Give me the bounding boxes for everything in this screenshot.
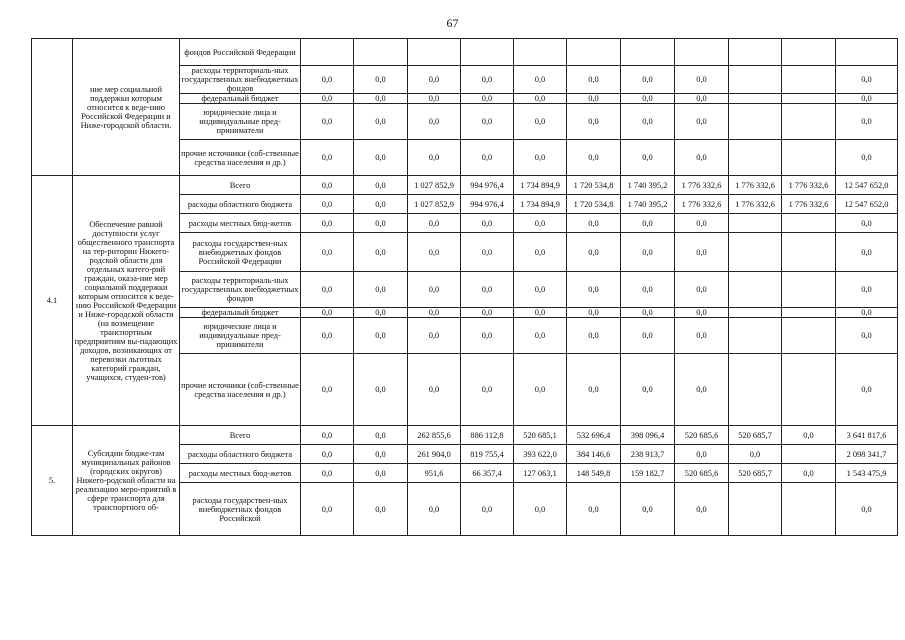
value-cell <box>675 39 729 66</box>
value-cell <box>729 214 782 233</box>
value-cell <box>782 308 836 318</box>
value-cell: 0,0 <box>354 318 408 354</box>
value-cell: 3 641 817,6 <box>836 426 898 445</box>
value-cell: 0,0 <box>354 195 408 214</box>
funding-source-cell: расходы государствен-ных внебюджетных фондов Российской <box>180 483 301 536</box>
value-cell: 0,0 <box>567 354 621 426</box>
value-cell: 0,0 <box>514 483 567 536</box>
value-cell: 0,0 <box>301 354 354 426</box>
value-cell: 0,0 <box>408 318 461 354</box>
value-cell: 0,0 <box>354 233 408 272</box>
value-cell: 1 776 332,6 <box>782 176 836 195</box>
value-cell: 0,0 <box>301 195 354 214</box>
funding-source-cell: федеральный бюджет <box>180 308 301 318</box>
value-cell: 127 063,1 <box>514 464 567 483</box>
value-cell: 0,0 <box>782 426 836 445</box>
value-cell: 0,0 <box>567 214 621 233</box>
value-cell: 0,0 <box>461 104 514 140</box>
value-cell: 532 696,4 <box>567 426 621 445</box>
value-cell <box>354 39 408 66</box>
value-cell <box>567 39 621 66</box>
value-cell: 0,0 <box>408 94 461 104</box>
value-cell <box>621 39 675 66</box>
value-cell: 0,0 <box>461 318 514 354</box>
value-cell <box>729 66 782 94</box>
value-cell: 0,0 <box>514 104 567 140</box>
value-cell: 0,0 <box>836 214 898 233</box>
value-cell: 0,0 <box>514 214 567 233</box>
value-cell: 0,0 <box>621 308 675 318</box>
value-cell: 520 685,7 <box>729 426 782 445</box>
value-cell <box>729 94 782 104</box>
value-cell: 0,0 <box>301 483 354 536</box>
value-cell: 0,0 <box>621 94 675 104</box>
value-cell: 0,0 <box>301 445 354 464</box>
value-cell: 0,0 <box>675 445 729 464</box>
value-cell: 0,0 <box>675 233 729 272</box>
value-cell: 12 547 652,0 <box>836 195 898 214</box>
value-cell: 0,0 <box>621 483 675 536</box>
value-cell: 0,0 <box>354 140 408 176</box>
value-cell: 0,0 <box>301 272 354 308</box>
value-cell: 994 976,4 <box>461 195 514 214</box>
funding-source-cell: расходы местных бюд-жетов <box>180 464 301 483</box>
funding-source-cell: расходы местных бюд-жетов <box>180 214 301 233</box>
value-cell: 0,0 <box>514 318 567 354</box>
budget-table <box>31 38 898 536</box>
value-cell: 0,0 <box>567 233 621 272</box>
value-cell: 0,0 <box>461 66 514 94</box>
funding-source-cell: расходы территориаль-ных государственных внебюджетных фондов <box>180 272 301 308</box>
value-cell: 520 685,1 <box>514 426 567 445</box>
value-cell: 0,0 <box>621 104 675 140</box>
funding-source-cell: Всего <box>180 426 301 445</box>
value-cell <box>729 233 782 272</box>
value-cell: 0,0 <box>301 308 354 318</box>
item-number-cell: 5. <box>32 426 73 536</box>
value-cell: 0,0 <box>461 140 514 176</box>
value-cell <box>782 354 836 426</box>
value-cell <box>461 39 514 66</box>
value-cell: 0,0 <box>836 272 898 308</box>
value-cell: 0,0 <box>408 233 461 272</box>
value-cell: 148 549,8 <box>567 464 621 483</box>
value-cell: 0,0 <box>836 94 898 104</box>
funding-source-cell: расходы областного бюджета <box>180 445 301 464</box>
value-cell: 0,0 <box>567 104 621 140</box>
value-cell: 0,0 <box>567 318 621 354</box>
value-cell: 261 904,0 <box>408 445 461 464</box>
value-cell: 0,0 <box>675 318 729 354</box>
value-cell: 1 734 894,9 <box>514 176 567 195</box>
value-cell: 66 357,4 <box>461 464 514 483</box>
value-cell: 12 547 652,0 <box>836 176 898 195</box>
funding-source-cell: прочие источники (соб-ственные средства населения и др.) <box>180 140 301 176</box>
value-cell: 1 027 852,9 <box>408 176 461 195</box>
item-description-cell: Субсидии бюдже-там муниципальных районов (городских округов) Нижего-родской области на реализацию меро-приятий в сфере транспорта для транспортного об- <box>73 426 180 536</box>
value-cell: 393 622,0 <box>514 445 567 464</box>
value-cell: 1 740 395,2 <box>621 195 675 214</box>
value-cell: 0,0 <box>354 354 408 426</box>
value-cell: 0,0 <box>514 354 567 426</box>
value-cell <box>729 39 782 66</box>
value-cell <box>729 272 782 308</box>
item-number-cell <box>32 39 73 176</box>
value-cell: 0,0 <box>621 272 675 308</box>
value-cell: 0,0 <box>354 426 408 445</box>
value-cell: 0,0 <box>461 308 514 318</box>
value-cell: 1 776 332,6 <box>729 195 782 214</box>
value-cell <box>729 308 782 318</box>
value-cell <box>782 483 836 536</box>
value-cell <box>782 214 836 233</box>
funding-source-cell: федеральный бюджет <box>180 94 301 104</box>
value-cell: 384 146,6 <box>567 445 621 464</box>
value-cell: 0,0 <box>301 104 354 140</box>
value-cell: 0,0 <box>514 140 567 176</box>
value-cell: 0,0 <box>301 66 354 94</box>
value-cell: 0,0 <box>354 94 408 104</box>
value-cell: 0,0 <box>514 308 567 318</box>
funding-source-cell: прочие источники (соб-ственные средства населения и др.) <box>180 354 301 426</box>
page-number: 67 <box>446 16 459 30</box>
table-row <box>32 176 898 195</box>
value-cell: 0,0 <box>354 483 408 536</box>
table-body <box>32 39 898 536</box>
value-cell <box>782 272 836 308</box>
value-cell: 0,0 <box>408 354 461 426</box>
value-cell: 0,0 <box>354 66 408 94</box>
value-cell: 0,0 <box>621 318 675 354</box>
value-cell: 0,0 <box>354 464 408 483</box>
value-cell: 0,0 <box>461 94 514 104</box>
funding-source-cell: расходы государствен-ных внебюджетных фондов Российской Федерации <box>180 233 301 272</box>
value-cell: 0,0 <box>514 66 567 94</box>
value-cell <box>782 66 836 94</box>
value-cell: 520 685,6 <box>675 426 729 445</box>
value-cell: 0,0 <box>836 140 898 176</box>
value-cell: 0,0 <box>567 66 621 94</box>
value-cell: 0,0 <box>301 233 354 272</box>
value-cell <box>782 104 836 140</box>
value-cell: 0,0 <box>408 66 461 94</box>
value-cell: 0,0 <box>354 445 408 464</box>
funding-source-cell: юридические лица и индивидуальные пред-приниматели <box>180 104 301 140</box>
value-cell: 0,0 <box>836 104 898 140</box>
value-cell: 0,0 <box>567 272 621 308</box>
value-cell: 0,0 <box>301 318 354 354</box>
value-cell: 0,0 <box>621 233 675 272</box>
value-cell <box>782 39 836 66</box>
value-cell: 0,0 <box>408 214 461 233</box>
value-cell: 0,0 <box>675 66 729 94</box>
value-cell: 994 976,4 <box>461 176 514 195</box>
value-cell: 886 112,8 <box>461 426 514 445</box>
value-cell: 1 027 852,9 <box>408 195 461 214</box>
table-row <box>32 426 898 445</box>
value-cell: 0,0 <box>301 176 354 195</box>
value-cell: 951,6 <box>408 464 461 483</box>
value-cell: 1 776 332,6 <box>729 176 782 195</box>
value-cell: 1 734 894,9 <box>514 195 567 214</box>
value-cell <box>782 445 836 464</box>
value-cell: 0,0 <box>408 483 461 536</box>
value-cell: 0,0 <box>461 233 514 272</box>
value-cell: 1 543 475,9 <box>836 464 898 483</box>
value-cell: 0,0 <box>675 214 729 233</box>
value-cell <box>408 39 461 66</box>
value-cell: 262 855,6 <box>408 426 461 445</box>
value-cell <box>836 39 898 66</box>
value-cell: 0,0 <box>621 140 675 176</box>
value-cell: 0,0 <box>675 94 729 104</box>
funding-source-cell: расходы областного бюджета <box>180 195 301 214</box>
table-row <box>32 39 898 66</box>
value-cell: 0,0 <box>461 354 514 426</box>
value-cell <box>729 318 782 354</box>
value-cell: 0,0 <box>675 354 729 426</box>
value-cell <box>514 39 567 66</box>
value-cell: 0,0 <box>408 272 461 308</box>
value-cell: 0,0 <box>461 214 514 233</box>
value-cell: 0,0 <box>675 483 729 536</box>
value-cell: 0,0 <box>567 94 621 104</box>
value-cell: 0,0 <box>836 354 898 426</box>
value-cell <box>782 94 836 104</box>
value-cell: 1 740 395,2 <box>621 176 675 195</box>
value-cell <box>729 483 782 536</box>
value-cell: 0,0 <box>621 214 675 233</box>
value-cell <box>782 233 836 272</box>
value-cell: 1 776 332,6 <box>675 176 729 195</box>
value-cell: 1 720 534,8 <box>567 176 621 195</box>
value-cell: 1 776 332,6 <box>782 195 836 214</box>
value-cell: 0,0 <box>782 464 836 483</box>
funding-source-cell: фондов Российской Федерации <box>180 39 301 66</box>
value-cell: 238 913,7 <box>621 445 675 464</box>
value-cell: 0,0 <box>301 426 354 445</box>
value-cell: 0,0 <box>301 464 354 483</box>
value-cell: 0,0 <box>836 66 898 94</box>
value-cell: 0,0 <box>621 66 675 94</box>
value-cell: 2 098 341,7 <box>836 445 898 464</box>
value-cell: 0,0 <box>408 104 461 140</box>
value-cell: 0,0 <box>675 140 729 176</box>
value-cell: 0,0 <box>514 233 567 272</box>
value-cell: 520 685,7 <box>729 464 782 483</box>
funding-source-cell: Всего <box>180 176 301 195</box>
value-cell: 0,0 <box>836 233 898 272</box>
funding-source-cell: юридические лица и индивидуальные пред-приниматели <box>180 318 301 354</box>
value-cell: 0,0 <box>354 308 408 318</box>
value-cell: 0,0 <box>675 104 729 140</box>
value-cell: 0,0 <box>567 483 621 536</box>
value-cell: 398 096,4 <box>621 426 675 445</box>
item-description-cell: Обеспечение равной доступности услуг общественного транспорта на тер-ритории Нижего-родской области для отдельных катего-рий граждан, оказа-ние мер социальной поддержки которым относится к веде-нию Российской Федерации и Ниже-городской области (на возмещение транспортным предприятиям вы-падающих доходов, возникающих от перевозки льготных категорий граждан, учащихся, студен-тов) <box>73 176 180 426</box>
value-cell: 520 685,6 <box>675 464 729 483</box>
value-cell: 0,0 <box>354 272 408 308</box>
value-cell: 0,0 <box>354 176 408 195</box>
value-cell: 159 182,7 <box>621 464 675 483</box>
value-cell: 0,0 <box>621 354 675 426</box>
item-description-cell: ние мер социальной поддержки которым относится к веде-нию Российской Федерации и Ниже-городской области. <box>73 39 180 176</box>
value-cell <box>729 104 782 140</box>
value-cell: 0,0 <box>836 483 898 536</box>
value-cell: 0,0 <box>354 104 408 140</box>
value-cell: 0,0 <box>461 483 514 536</box>
item-number-cell: 4.1 <box>32 176 73 426</box>
value-cell: 819 755,4 <box>461 445 514 464</box>
value-cell: 0,0 <box>514 94 567 104</box>
value-cell: 0,0 <box>836 308 898 318</box>
value-cell: 0,0 <box>408 308 461 318</box>
funding-source-cell: расходы территориаль-ных государственных внебюджетных фондов <box>180 66 301 94</box>
value-cell <box>782 318 836 354</box>
value-cell: 0,0 <box>675 272 729 308</box>
value-cell: 0,0 <box>354 214 408 233</box>
value-cell: 0,0 <box>729 445 782 464</box>
value-cell <box>301 39 354 66</box>
value-cell: 1 776 332,6 <box>675 195 729 214</box>
value-cell: 0,0 <box>461 272 514 308</box>
value-cell: 0,0 <box>567 140 621 176</box>
value-cell: 0,0 <box>301 140 354 176</box>
value-cell: 1 720 534,8 <box>567 195 621 214</box>
value-cell: 0,0 <box>301 94 354 104</box>
value-cell <box>782 140 836 176</box>
value-cell: 0,0 <box>301 214 354 233</box>
value-cell: 0,0 <box>567 308 621 318</box>
value-cell: 0,0 <box>514 272 567 308</box>
value-cell <box>729 140 782 176</box>
value-cell: 0,0 <box>836 318 898 354</box>
value-cell: 0,0 <box>675 308 729 318</box>
value-cell: 0,0 <box>408 140 461 176</box>
value-cell <box>729 354 782 426</box>
